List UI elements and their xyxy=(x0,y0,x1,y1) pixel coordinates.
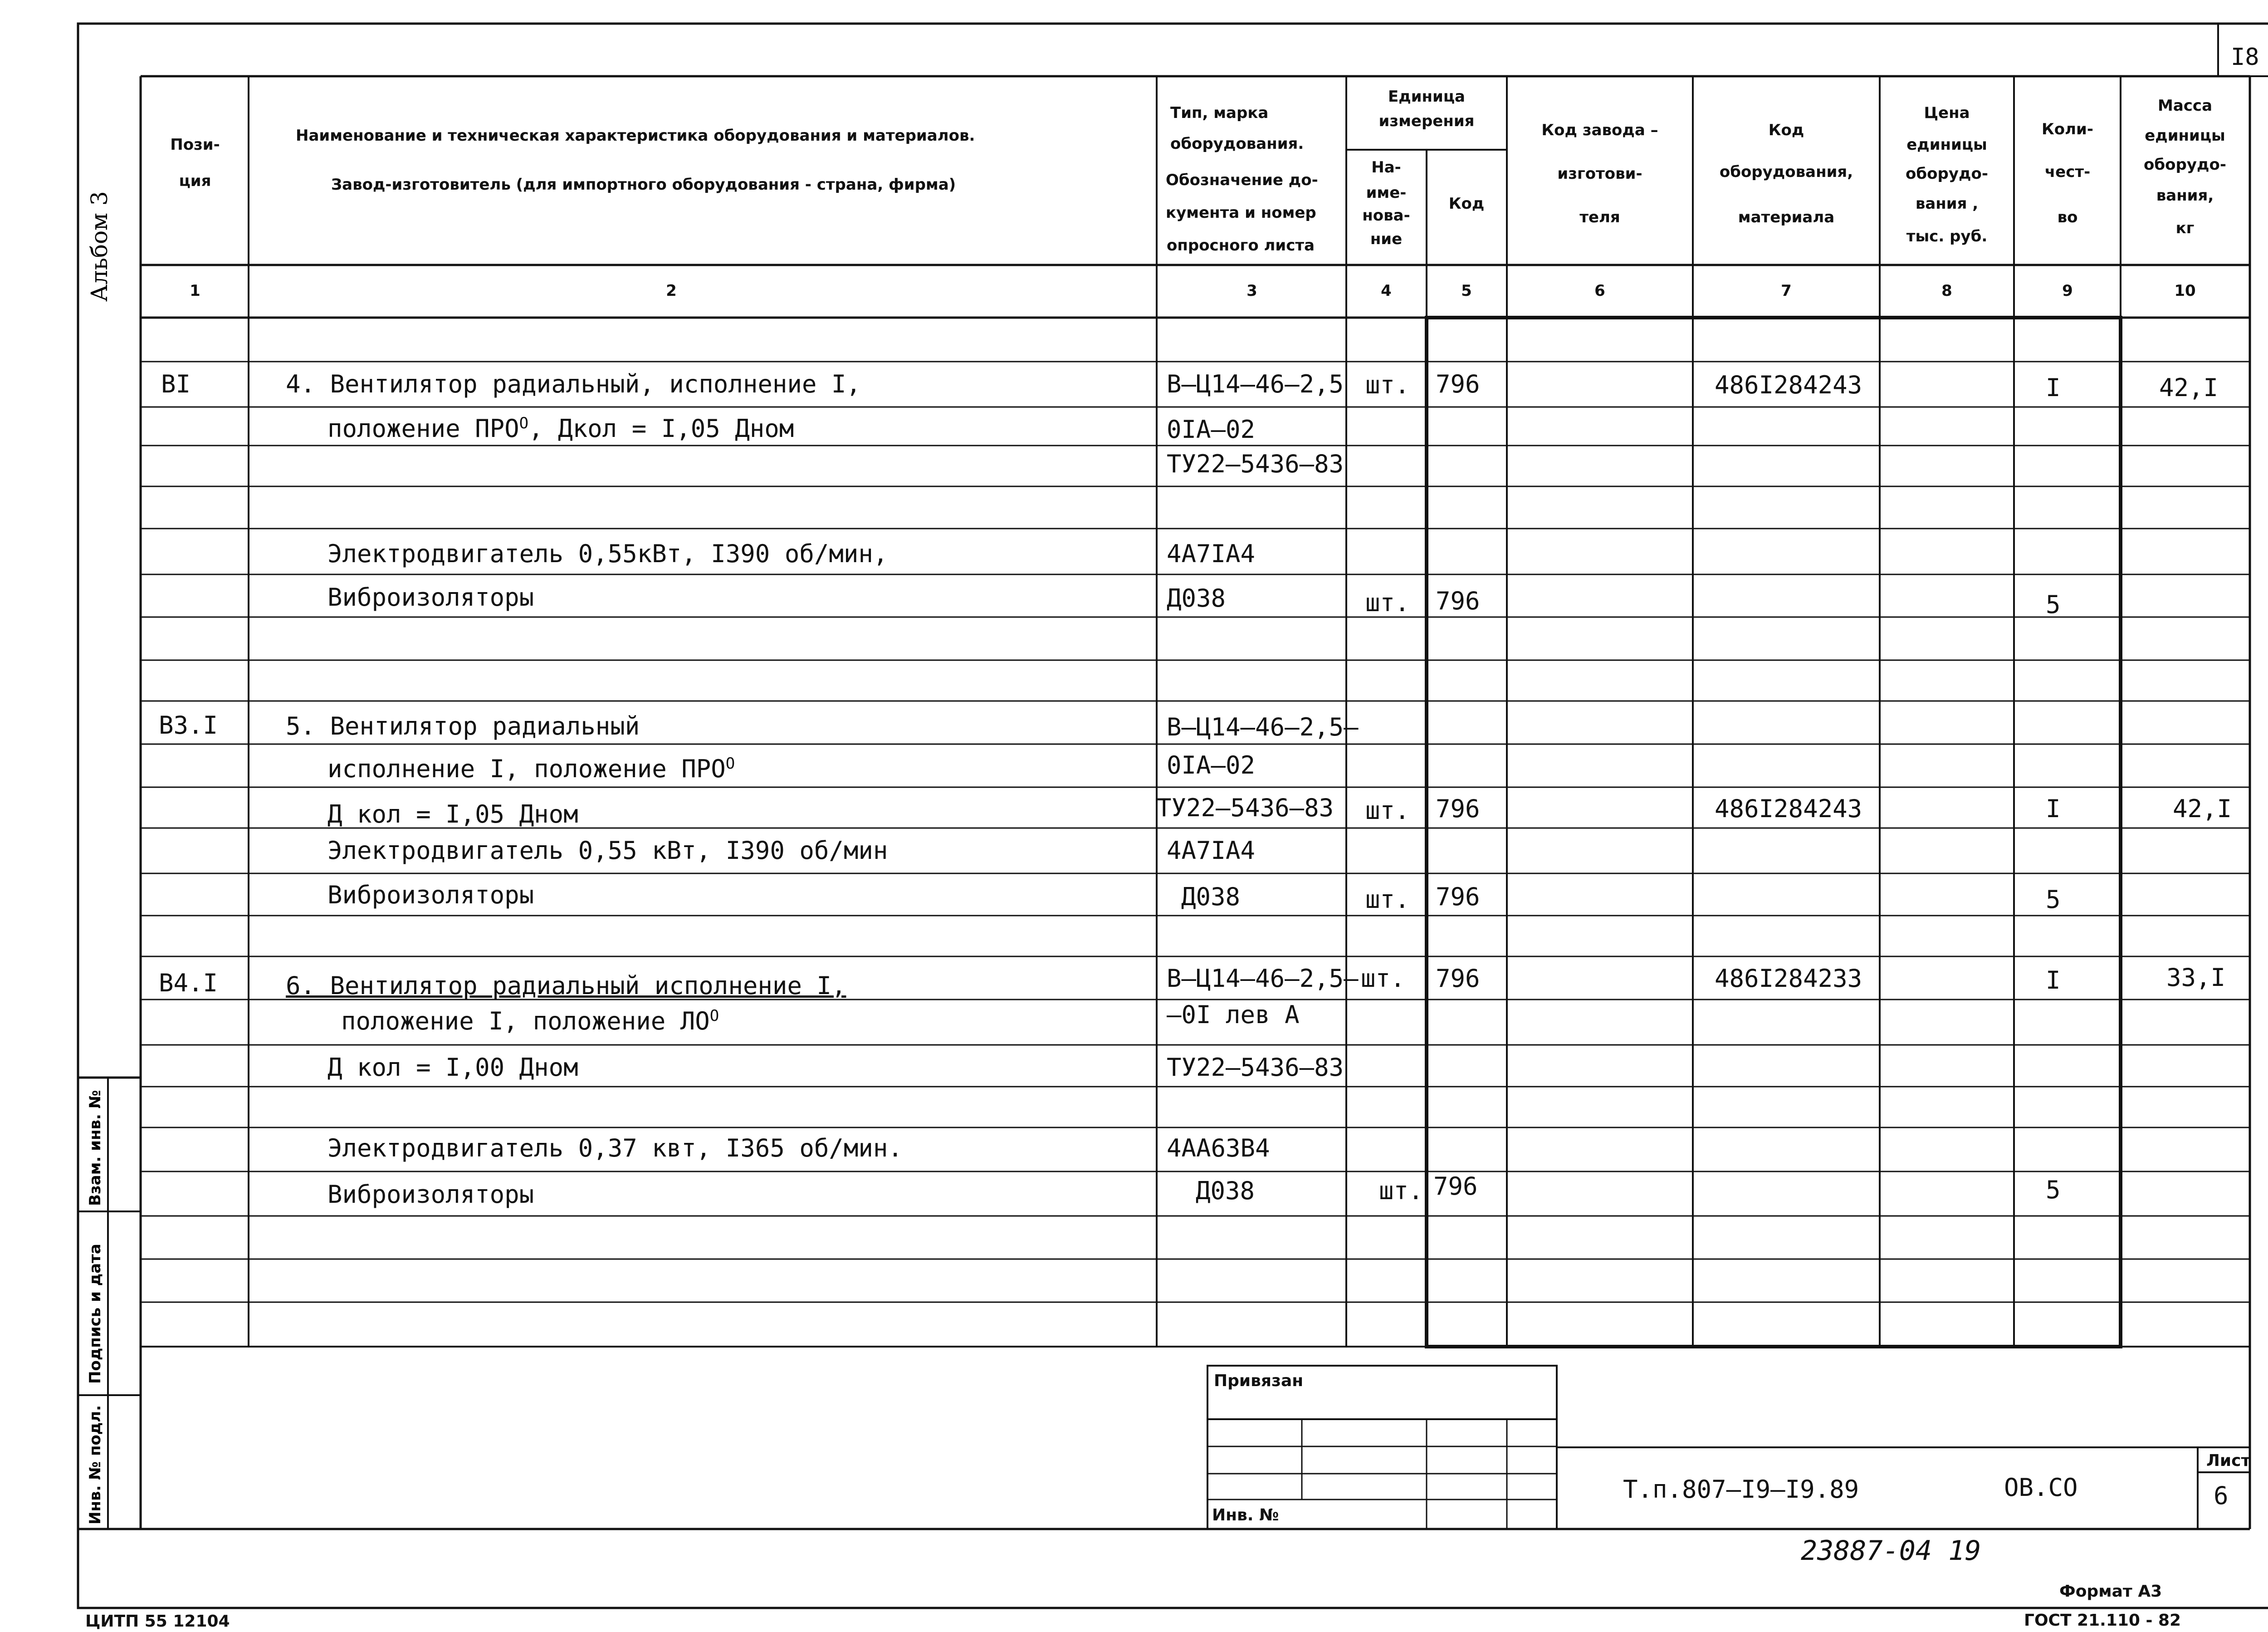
hdr-c8-l1: Цена xyxy=(1924,104,1970,122)
r13-name: Д кол = I,00 Дном xyxy=(327,1053,578,1082)
hdr-c4-l2: име- xyxy=(1366,184,1407,202)
hdr-c10-l4: вания, xyxy=(2156,186,2214,205)
r8-type: ТУ22–5436–83 xyxy=(1157,794,1334,822)
r7-name xyxy=(327,756,735,781)
r11-type: В–Ц14–46–2,5– xyxy=(1167,964,1359,993)
r7-type: 0IA–02 xyxy=(1167,751,1256,779)
hdr-c10-l1: Масса xyxy=(2157,97,2213,115)
hdr-c6-l2: изготови- xyxy=(1557,165,1642,183)
hdr-c3-l2: оборудования. xyxy=(1170,135,1304,153)
colnum-3: 3 xyxy=(1246,282,1257,300)
hdr-c3-l1: Тип, марка xyxy=(1170,104,1269,122)
r11-pos: B4.I xyxy=(159,969,218,997)
hdr-c5: Код xyxy=(1448,195,1485,213)
r8-qty: I xyxy=(2046,794,2061,823)
r12-name xyxy=(341,1008,719,1034)
r11-code: 796 xyxy=(1436,964,1480,993)
hdr-c9-l1: Коли- xyxy=(2042,120,2093,138)
hdr-c45-l1: Единица xyxy=(1388,88,1465,106)
r6-pos: B3.I xyxy=(159,711,218,740)
r14-name: Электродвигатель 0,37 квт, I365 об/мин. xyxy=(327,1134,903,1162)
r5-type: Д038 xyxy=(1167,584,1226,613)
colnum-2: 2 xyxy=(666,282,677,300)
r14-type: 4AA63B4 xyxy=(1167,1134,1270,1162)
privyazan-label: Привязан xyxy=(1214,1372,1304,1390)
r5-name: Виброизоляторы xyxy=(327,583,534,612)
r9-type: 4A7IA4 xyxy=(1167,836,1256,865)
r11-name: 6. Вентилятор радиальный исполнение I, xyxy=(286,971,846,1000)
r2-name xyxy=(327,416,794,441)
section-code: ОВ.СО xyxy=(2004,1473,2078,1502)
r1-mass: 42,I xyxy=(2159,373,2219,402)
r15-qty: 5 xyxy=(2046,1176,2061,1204)
hdr-c2-l2: Завод-изготовитель (для импортного оборудования - страна, фирма) xyxy=(331,176,956,194)
r1-mat: 486I284243 xyxy=(1715,371,1862,399)
colnum-4: 4 xyxy=(1381,282,1392,300)
hdr-c8-l4: вания , xyxy=(1915,195,1979,213)
hdr-c10-l2: единицы xyxy=(2145,127,2225,145)
r10-name: Виброизоляторы xyxy=(327,881,534,909)
hdr-c8-l3: оборудо- xyxy=(1906,165,1988,183)
r4-type: 4A7IA4 xyxy=(1167,539,1256,568)
r10-code: 796 xyxy=(1436,882,1480,911)
r10-type: Д038 xyxy=(1181,882,1241,911)
r10-qty: 5 xyxy=(2046,885,2061,914)
r2-type: 0IA–02 xyxy=(1167,415,1256,444)
list-label: Лист xyxy=(2206,1451,2251,1470)
hdr-c2-l1: Наименование и техническая характеристика оборудования и материалов. xyxy=(296,127,975,145)
r1-name: 4. Вентилятор радиальный, исполнение I, xyxy=(286,370,861,398)
r13-type: ТУ22–5436–83 xyxy=(1167,1053,1344,1082)
colnum-10: 10 xyxy=(2174,282,2196,300)
hdr-c4-l3: нова- xyxy=(1362,206,1410,225)
hdr-c8-l2: единицы xyxy=(1906,136,1987,154)
r1-type: В–Ц14–46–2,5 xyxy=(1167,370,1344,398)
hdr-c10-l3: оборудо- xyxy=(2144,156,2226,174)
colnum-7: 7 xyxy=(1781,282,1792,300)
gost-label: ГОСТ 21.110 - 82 xyxy=(2024,1611,2181,1630)
r15-code: 796 xyxy=(1433,1172,1478,1201)
hdr-c9-l3: во xyxy=(2057,208,2078,226)
r15-name: Виброизоляторы xyxy=(327,1180,534,1209)
colnum-8: 8 xyxy=(1941,282,1952,300)
r12-sup: О xyxy=(709,1007,719,1025)
r11-mat: 486I284233 xyxy=(1715,964,1862,993)
r8-code: 796 xyxy=(1436,794,1480,823)
r7-sup: О xyxy=(725,755,735,773)
citp-label: ЦИТП 55 12104 xyxy=(85,1612,230,1631)
r6-name: 5. Вентилятор радиальный xyxy=(286,712,640,740)
podpis-label: Подпись и дата xyxy=(86,1244,104,1384)
hdr-c1-l2: ция xyxy=(179,172,211,190)
r7-name-a: исполнение I, положение ПРО xyxy=(327,755,726,783)
hdr-c6-l3: теля xyxy=(1579,208,1620,226)
list-number: 6 xyxy=(2214,1481,2229,1510)
doc-code: Т.п.807–I9–I9.89 xyxy=(1623,1475,1859,1504)
album-label: Альбом 3 xyxy=(86,191,112,302)
r11-unit: шт. xyxy=(1361,964,1405,993)
hdr-c7-l3: материала xyxy=(1738,208,1835,226)
r2-sup: О xyxy=(519,414,529,432)
vzam-inv-label: Взам. инв. № xyxy=(86,1090,104,1206)
r11-qty: I xyxy=(2046,966,2061,995)
hdr-c3-l5: опросного листа xyxy=(1167,236,1315,255)
hdr-c45-l2: измерения xyxy=(1378,112,1475,130)
r12-name-a: положение I, положение ЛО xyxy=(341,1007,710,1035)
r1-qty: I xyxy=(2046,373,2061,402)
hdr-c7-l1: Код xyxy=(1768,121,1804,139)
handwritten-number: 23887-04 19 xyxy=(1801,1535,1981,1567)
colnum-9: 9 xyxy=(2062,282,2073,300)
format-label: Формат А3 xyxy=(2059,1582,2162,1601)
r8-unit: шт. xyxy=(1365,796,1410,825)
hdr-c4-l1: На- xyxy=(1371,158,1401,176)
r6-type: В–Ц14–46–2,5– xyxy=(1167,713,1359,741)
r8-mass: 42,I xyxy=(2173,794,2232,823)
r10-unit: шт. xyxy=(1365,885,1410,914)
hdr-c3-l3: Обозначение до- xyxy=(1166,171,1318,189)
r5-qty: 5 xyxy=(2046,590,2061,619)
colnum-1: 1 xyxy=(190,282,200,300)
r5-unit: шт. xyxy=(1365,588,1410,617)
hdr-c7-l2: оборудования, xyxy=(1719,163,1853,181)
inv-podl-label: Инв. № подл. xyxy=(86,1405,104,1524)
sheet-number-top: I8 xyxy=(2231,44,2259,71)
hdr-c8-l5: тыс. руб. xyxy=(1906,227,1988,245)
r8-mat: 486I284243 xyxy=(1715,794,1862,823)
r8-name: Д кол = I,05 Дном xyxy=(327,800,578,828)
hdr-c4-l4: ние xyxy=(1370,230,1403,248)
hdr-c9-l2: чест- xyxy=(2044,163,2091,181)
r1-pos: BI xyxy=(161,370,191,398)
r2-name-b: , Дкол = I,05 Дном xyxy=(528,414,794,443)
r1-unit: шт. xyxy=(1365,371,1410,399)
r4-name: Электродвигатель 0,55кВт, I390 об/мин, xyxy=(327,539,888,568)
r9-name: Электродвигатель 0,55 кВт, I390 об/мин xyxy=(327,836,888,865)
r2-name-a: положение ПРО xyxy=(327,414,519,443)
r15-type: Д038 xyxy=(1196,1176,1255,1205)
r12-type: –0I лев А xyxy=(1167,1000,1300,1029)
r1-code: 796 xyxy=(1436,370,1480,398)
r3-type: ТУ22–5436–83 xyxy=(1167,450,1344,478)
r11-mass: 33,I xyxy=(2166,963,2226,992)
colnum-5: 5 xyxy=(1461,282,1472,300)
r5-code: 796 xyxy=(1436,587,1480,615)
hdr-c6-l1: Код завода – xyxy=(1541,121,1658,139)
r15-unit: шт. xyxy=(1379,1176,1423,1205)
inv-no-label: Инв. № xyxy=(1212,1506,1279,1524)
hdr-c10-l5: кг xyxy=(2175,219,2195,237)
hdr-c1-l1: Пози- xyxy=(170,136,220,154)
colnum-6: 6 xyxy=(1594,282,1605,300)
hdr-c3-l4: кумента и номер xyxy=(1166,204,1316,222)
